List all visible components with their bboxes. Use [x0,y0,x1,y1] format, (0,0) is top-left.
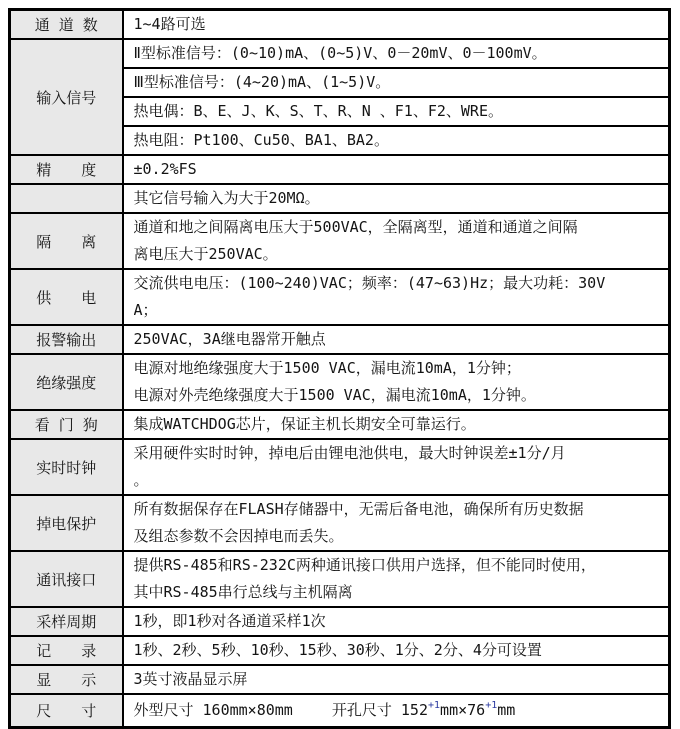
spec-value-cell [123,68,670,97]
spec-line: 1秒、2秒、5秒、10秒、15秒、30秒、1分、2分、4分可设置 [133,641,542,659]
spec-value-cell [123,213,670,269]
spec-line: 其它信号输入为大于20MΩ。 [133,189,320,207]
spec-line: 其中RS-485串行总线与主机隔离 [133,583,353,601]
spec-line: 250VAC，3A继电器常开触点 [133,330,326,348]
spec-value-cell [123,551,670,607]
table-row [10,39,670,68]
spec-label-cell: 通 道 数 [10,10,123,40]
spec-label-cell: 看 门 狗 [10,410,123,439]
table-row [10,354,670,410]
table-row [10,439,670,495]
dimension-text: mm [497,700,516,719]
spec-label-cell [10,184,123,213]
spec-line: 所有数据保存在FLASH存储器中，无需后备电池，确保所有历史数据 [133,500,584,518]
spec-line: Ⅲ型标准信号：(4~20)mA、(1~5)V。 [133,73,391,91]
dimension-text: 外型尺寸 160mm×80mm 开孔尺寸 152 [133,700,428,719]
spec-value-cell [123,495,670,551]
spec-line: 1秒，即1秒对各通道采样1次 [133,612,326,630]
spec-line: 提供RS-485和RS-232C两种通讯接口供用户选择，但不能同时使用， [133,556,596,574]
spec-label-cell: 供 电 [10,269,123,325]
spec-value-cell [123,410,670,439]
spec-value-cell [123,694,670,727]
spec-label-cell: 记 录 [10,636,123,665]
spec-label-cell: 掉电保护 [10,495,123,551]
spec-line: 电源对外壳绝缘强度大于1500 VAC，漏电流10mA，1分钟。 [133,386,536,404]
table-row [10,410,670,439]
spec-line: Ⅱ型标准信号：(0~10)mA、(0~5)V、0－20mV、0－100mV。 [133,44,547,62]
table-row [10,10,670,40]
spec-line: 1~4路可选 [133,15,206,33]
spec-value-cell [123,10,670,40]
spec-line: 。 [133,471,149,489]
spec-table-body [10,10,670,728]
spec-value-cell [123,354,670,410]
spec-label-cell: 尺 寸 [10,694,123,727]
table-row [10,184,670,213]
spec-line: 通道和地之间隔离电压大于500VAC，全隔离型，通道和通道之间隔 [133,218,578,236]
spec-line: 采用硬件实时时钟，掉电后由锂电池供电，最大时钟误差±1分/月 [133,444,566,462]
spec-label-cell: 采样周期 [10,607,123,636]
spec-label-cell: 通讯接口 [10,551,123,607]
table-row [10,213,670,269]
spec-label-cell: 绝缘强度 [10,354,123,410]
table-row [10,551,670,607]
spec-label-cell: 隔 离 [10,213,123,269]
spec-value-cell [123,325,670,354]
spec-line [134,697,661,724]
spec-line: A； [133,301,158,319]
spec-line: 热电阻：Pt100、Cu50、BA1、BA2。 [133,131,389,149]
spec-label-cell: 报警输出 [10,325,123,354]
spec-value-cell [123,665,670,694]
spec-label-cell: 输入信号 [10,39,123,155]
table-row [10,325,670,354]
spec-line: 交流供电电压：(100~240)VAC；频率：(47~63)Hz；最大功耗：30V [133,274,606,292]
spec-value-cell [123,439,670,495]
tolerance-superscript: +1 [485,699,498,711]
spec-line: ±0.2%FS [133,160,197,178]
spec-value-cell [123,97,670,126]
spec-line: 3英寸液晶显示屏 [133,670,248,688]
table-row [10,636,670,665]
spec-value-cell [123,126,670,155]
spec-label-cell: 显 示 [10,665,123,694]
spec-value-cell [123,269,670,325]
spec-value-cell [123,636,670,665]
spec-label-cell: 实时时钟 [10,439,123,495]
table-row [10,665,670,694]
spec-line: 电源对地绝缘强度大于1500 VAC，漏电流10mA，1分钟； [133,359,521,377]
spec-line: 离电压大于250VAC。 [133,245,278,263]
dimension-text: mm×76 [440,700,486,719]
spec-label-cell: 精 度 [10,155,123,184]
table-row [10,269,670,325]
spec-value-cell [123,39,670,68]
spec-value-cell [123,607,670,636]
table-row [10,694,670,727]
spec-value-cell [123,184,670,213]
spec-value-cell [123,155,670,184]
spec-table [8,8,671,729]
table-row [10,155,670,184]
table-row [10,495,670,551]
tolerance-superscript: +1 [428,699,441,711]
table-row [10,607,670,636]
spec-line: 及组态参数不会因掉电而丢失。 [133,527,344,545]
spec-line: 热电偶：B、E、J、K、S、T、R、N 、F1、F2、WRE。 [133,102,503,120]
spec-line: 集成WATCHDOG芯片，保证主机长期安全可靠运行。 [133,415,476,433]
